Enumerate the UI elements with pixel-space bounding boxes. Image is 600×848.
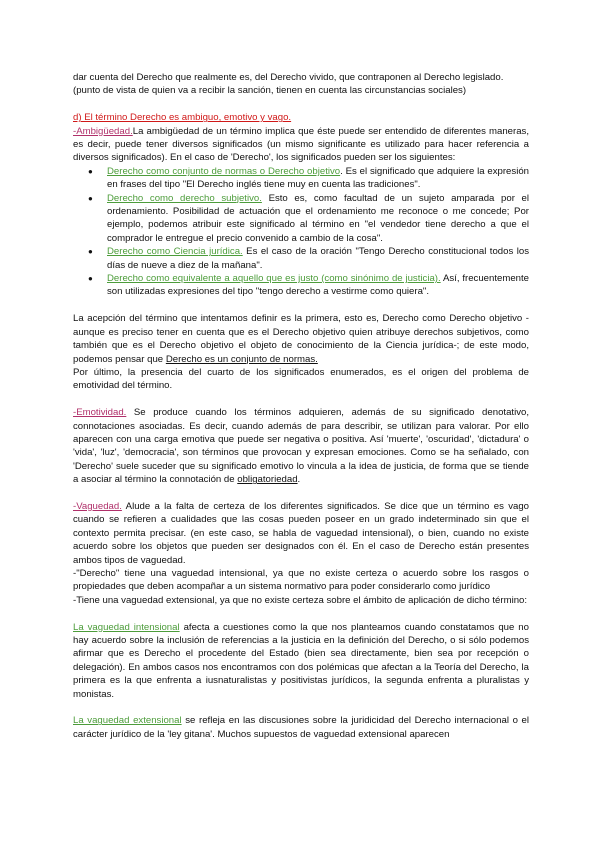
section-heading <box>73 111 529 124</box>
intro-paragraph <box>73 71 529 98</box>
intro-line-1: dar cuenta del Derecho que realmente es, del Derecho vivido, que contraponen al Derecho legislado. <box>73 72 504 83</box>
vaguedad-line-a: -"Derecho" tiene una vaguedad intensional, ya que no existe certeza o acuerdo sobre los rasgos o propiedades que deben acompañar a un sistema normativo para poder considerarlo como jurídico <box>73 567 529 593</box>
meaning-link[interactable]: Derecho como Ciencia jurídica. <box>107 246 243 258</box>
ambiguedad-label: -Ambigüedad. <box>73 125 133 137</box>
extensional-text: se refleja en las discusiones sobre la juridicidad del Derecho internacional o el carácter jurídico de la 'ley gitana'. Muchos supuestos de vaguedad extensional aparecen <box>73 715 530 740</box>
emotividad-label: -Emotividad. <box>73 407 127 419</box>
meanings-list <box>73 165 529 299</box>
list-item <box>107 245 529 272</box>
extensional-link[interactable]: La vaguedad extensional <box>73 715 182 727</box>
list-item <box>107 272 529 299</box>
section-d-heading: d) El término Derecho es ambiguo, emotivo y vago. <box>73 112 292 124</box>
list-item <box>107 192 529 246</box>
intensional-paragraph <box>73 621 529 701</box>
document-body <box>73 71 529 741</box>
acepcion-underlined: Derecho es un conjunto de normas. <box>165 353 318 365</box>
meaning-text: Esto es, como facultad de un sujeto amparada por el ordenamiento. Posibilidad de actuación que el ordenamiento me reconoce o me concede; Por ejemplo, podemos atribuir este significado al término en "el vendedor tiene derecho a que el comprador le entregue el precio convenido a cambio de la cosa". <box>107 192 530 244</box>
intensional-text: afecta a cuestiones como la que nos planteamos cuando constatamos que no hay acuerdo sobre la inclusión de referencias a la justicia en la definición del Derecho, o si sólo podemos afirmar que es Derecho el procedente del Estado (bien sea directamente, bien sea por recepción o delegación). En ambos casos nos encontramos con dos polémicas que afectan a la Teoría del Derecho, la primera es la que enfrenta a iusnaturalistas y positivistas jurídicos, la segunda enfrenta a pluralistas y monistas. <box>73 621 529 700</box>
meaning-text: . Es el significado que adquiere la expresión en frases del tipo "El Derecho inglés tiene muy en cuenta las tradiciones". <box>107 165 529 191</box>
meaning-text: Es el caso de la oración "Tengo Derecho constitucional todos los días de nueve a diez de la mañana". <box>107 246 529 271</box>
vaguedad-label: -Vaguedad. <box>73 500 122 512</box>
emotividad-text: Se produce cuando los términos adquieren, además de su significado denotativo, connotaciones asociadas. Es decir, cuando además de para describir, se utilizan para valorar. Por ello aparecen con una carga emotiva que puede ser negativa o positiva. Así 'muerte', 'oscuridad', 'dictadura' o 'vida', 'luz', 'democracia', son términos que provocan y expresan emociones. Como se ha señalado, con 'Derecho' suele suceder que su significado emotivo lo vincula a la idea de justicia, de forma que se tiende a asociar al término la connotación de <box>73 407 529 486</box>
emotividad-end: . <box>297 474 301 486</box>
acepcion-paragraph <box>73 312 529 392</box>
emotividad-paragraph <box>73 406 529 486</box>
emotividad-underlined: obligatoriedad <box>237 474 298 486</box>
intro-line-2: (punto de vista de quien va a recibir la sanción, tienen en cuenta las circunstancias sociales) <box>73 85 467 97</box>
ultimo-text: Por último, la presencia del cuarto de los significados enumerados, es el origen del problema de emotividad del término. <box>73 366 529 392</box>
intensional-link[interactable]: La vaguedad intensional <box>73 621 180 633</box>
vaguedad-paragraph <box>73 500 529 607</box>
vaguedad-line-b: -Tiene una vaguedad extensional, ya que no existe certeza sobre el ámbito de aplicación de dicho término: <box>73 594 528 606</box>
list-item <box>107 165 529 192</box>
meaning-link[interactable]: Derecho como conjunto de normas o Derecho objetivo <box>107 165 341 177</box>
meaning-text: Así, frecuentemente son utilizadas expresiones del tipo "tengo derecho a vestirme como quiera". <box>107 273 530 298</box>
ambiguedad-text: La ambigüedad de un término implica que éste puede ser entendido de diferentes maneras, es decir, puede tener diversos significados (un mismo significante es utilizado para hacer referencia a diversos significados). En el caso de 'Derecho', los significados pueden ser los siguientes: <box>73 125 529 164</box>
extensional-paragraph <box>73 714 529 741</box>
meaning-link[interactable]: Derecho como derecho subjetivo. <box>107 192 262 204</box>
meaning-link[interactable]: Derecho como equivalente a aquello que es justo (como sinónimo de justicia). <box>107 273 441 285</box>
vaguedad-text: Alude a la falta de certeza de los diferentes significados. Se dice que un término es vago cuando se refieren a cualidades que las cosas pueden poseer en un grado indeterminado sin que el contexto permita precisar. (en este caso, se habla de vaguedad intensional), o bien, cuando no existe acuerdo sobre los objetos que pueden ser designados con él. En el caso de Derecho están presentes ambos tipos de vaguedad. <box>73 500 529 566</box>
ambiguedad-paragraph <box>73 125 529 165</box>
acepcion-text: La acepción del término que intentamos definir es la primera, esto es, Derecho como Derecho objetivo -aunque es preciso tener en cuenta que es el Derecho objetivo quien atribuye derechos subjetivos, como también que es el Derecho objetivo el objeto de conocimiento de la Ciencia jurídica-; de este modo, podemos pensar que <box>73 313 529 365</box>
